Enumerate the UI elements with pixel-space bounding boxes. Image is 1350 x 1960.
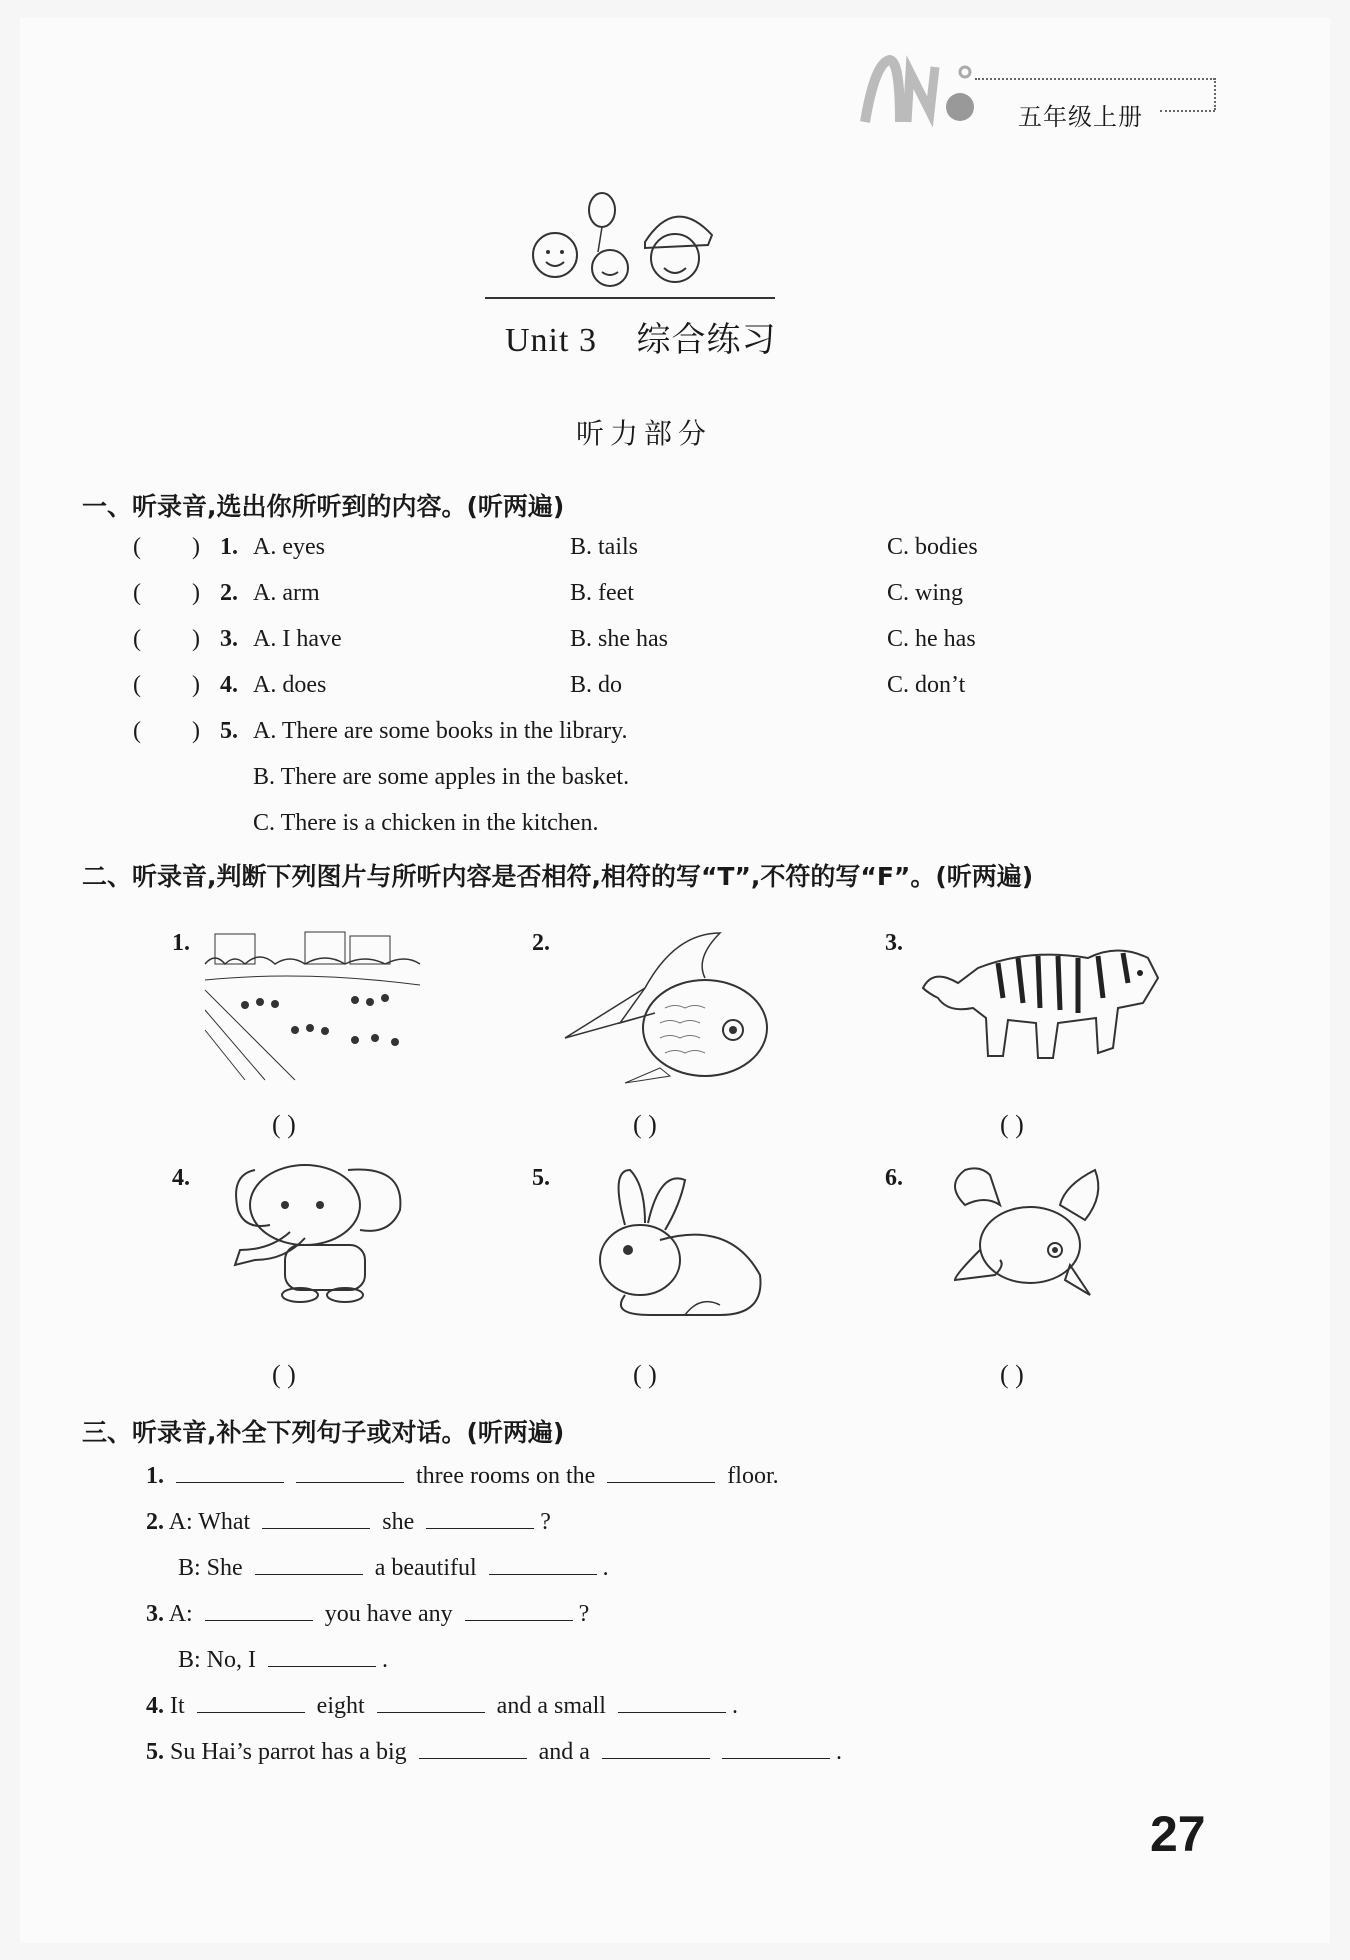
line-text: and a — [538, 1739, 590, 1765]
header-rule-vertical — [1214, 78, 1216, 110]
answer-paren-close: ) — [192, 672, 200, 698]
option-c: C. There is a chicken in the kitchen. — [253, 810, 599, 836]
logo-icon — [855, 52, 985, 132]
answer-paren-close: ) — [192, 626, 200, 652]
answer-paren-open: ( — [133, 580, 141, 606]
answer-blank[interactable] — [268, 1644, 376, 1667]
answer-blank[interactable] — [205, 1598, 313, 1621]
fill-line-3a — [146, 1598, 589, 1628]
answer-blank[interactable] — [176, 1460, 284, 1483]
playground-runners-picture — [205, 930, 420, 1080]
answer-blank[interactable] — [419, 1736, 527, 1759]
item-number: 3. — [146, 1601, 164, 1627]
line-text: three rooms on the — [416, 1463, 596, 1489]
unit-title — [505, 312, 776, 361]
section2-heading: 二、听录音,判断下列图片与所听内容是否相符,相符的写“T”,不符的写“F”。(听两遍) — [82, 862, 1034, 891]
item-number: 2. — [220, 580, 238, 606]
picture-number: 3. — [885, 930, 903, 956]
line-text: A: — [168, 1601, 193, 1627]
answer-blank[interactable] — [426, 1506, 534, 1529]
answer-blank[interactable] — [255, 1552, 363, 1575]
line-text: . — [731, 1693, 738, 1719]
option-c: C. wing — [887, 580, 964, 606]
answer-paren: ( ) — [1000, 1110, 1024, 1139]
item-number: 4. — [146, 1693, 164, 1719]
answer-paren: ( ) — [272, 1110, 296, 1139]
picture-number: 6. — [885, 1165, 903, 1191]
fill-line-4 — [146, 1690, 738, 1720]
item-number: 5. — [220, 718, 238, 744]
rabbit-picture — [590, 1165, 770, 1335]
goldfish-picture — [565, 928, 780, 1088]
header-rule — [975, 78, 1215, 80]
option-a: A. arm — [253, 580, 320, 606]
answer-paren: ( ) — [1000, 1360, 1024, 1389]
option-b: B. do — [570, 672, 623, 698]
unit-name: 综合练习 — [636, 320, 777, 360]
grade-label: 五年级上册 — [1018, 103, 1143, 131]
fill-line-2b — [178, 1552, 609, 1582]
answer-paren-close: ) — [192, 580, 200, 606]
item-number: 1. — [146, 1463, 164, 1489]
line-text: B: She — [178, 1555, 243, 1581]
fill-line-5 — [146, 1736, 842, 1766]
line-text: eight — [316, 1693, 365, 1719]
elephant-picture — [230, 1160, 410, 1305]
line-text: It — [170, 1693, 185, 1719]
option-b: B. feet — [570, 580, 634, 606]
option-b: B. tails — [570, 534, 639, 560]
answer-blank[interactable] — [465, 1598, 573, 1621]
line-text: . — [382, 1647, 388, 1673]
answer-paren-open: ( — [133, 718, 141, 744]
section1-heading: 一、听录音,选出你所听到的内容。(听两遍) — [82, 492, 565, 521]
answer-paren-open: ( — [133, 626, 141, 652]
picture-number: 2. — [532, 930, 550, 956]
option-a: A. I have — [253, 626, 342, 652]
bird-picture — [945, 1165, 1105, 1315]
answer-paren-close: ) — [192, 534, 200, 560]
item-number: 1. — [220, 534, 238, 560]
option-b: B. There are some apples in the basket. — [253, 764, 630, 790]
item-number: 5. — [146, 1739, 164, 1765]
option-c: C. don’t — [887, 672, 966, 698]
kids-illustration — [480, 190, 780, 305]
page-number: 27 — [1150, 1806, 1206, 1862]
item-number: 2. — [146, 1509, 164, 1535]
fill-line-3b — [178, 1644, 388, 1674]
line-text: ? — [540, 1509, 551, 1535]
answer-paren: ( ) — [633, 1360, 657, 1389]
answer-blank[interactable] — [607, 1460, 715, 1483]
option-c: C. bodies — [887, 534, 978, 560]
item-number: 4. — [220, 672, 238, 698]
section3-heading: 三、听录音,补全下列句子或对话。(听两遍) — [82, 1418, 565, 1447]
line-text: . — [835, 1739, 842, 1765]
line-text: floor. — [727, 1463, 779, 1489]
line-text: and a small — [496, 1693, 606, 1719]
listening-subtitle: 听力部分 — [576, 417, 713, 450]
line-text: she — [382, 1509, 415, 1535]
line-text: Su Hai’s parrot has a big — [170, 1739, 407, 1765]
option-a: A. eyes — [253, 534, 325, 560]
answer-paren: ( ) — [633, 1110, 657, 1139]
answer-blank[interactable] — [618, 1690, 726, 1713]
line-text: B: No, I — [178, 1647, 256, 1673]
answer-blank[interactable] — [197, 1690, 305, 1713]
picture-number: 1. — [172, 930, 190, 956]
item-number: 3. — [220, 626, 238, 652]
answer-blank[interactable] — [489, 1552, 597, 1575]
answer-paren-open: ( — [133, 534, 141, 560]
line-text: . — [602, 1555, 609, 1581]
line-text: a beautiful — [374, 1555, 477, 1581]
line-text: ? — [578, 1601, 590, 1627]
option-b: B. she has — [570, 626, 668, 652]
answer-blank[interactable] — [262, 1506, 370, 1529]
line-text: you have any — [324, 1601, 453, 1627]
tiger-picture — [918, 928, 1163, 1068]
line-text: A: What — [168, 1509, 251, 1535]
option-a: A. There are some books in the library. — [253, 718, 628, 744]
picture-number: 5. — [532, 1165, 550, 1191]
answer-blank[interactable] — [602, 1736, 710, 1759]
picture-number: 4. — [172, 1165, 190, 1191]
answer-paren-close: ) — [192, 718, 200, 744]
header-rule-bottom — [1160, 110, 1215, 112]
fill-line-1 — [146, 1460, 779, 1490]
answer-blank[interactable] — [377, 1690, 485, 1713]
option-c: C. he has — [887, 626, 976, 652]
option-a: A. does — [253, 672, 327, 698]
answer-blank[interactable] — [722, 1736, 830, 1759]
answer-paren-open: ( — [133, 672, 141, 698]
answer-blank[interactable] — [296, 1460, 404, 1483]
answer-paren: ( ) — [272, 1360, 296, 1389]
unit-number: Unit 3 — [505, 322, 597, 359]
fill-line-2a — [146, 1506, 551, 1536]
